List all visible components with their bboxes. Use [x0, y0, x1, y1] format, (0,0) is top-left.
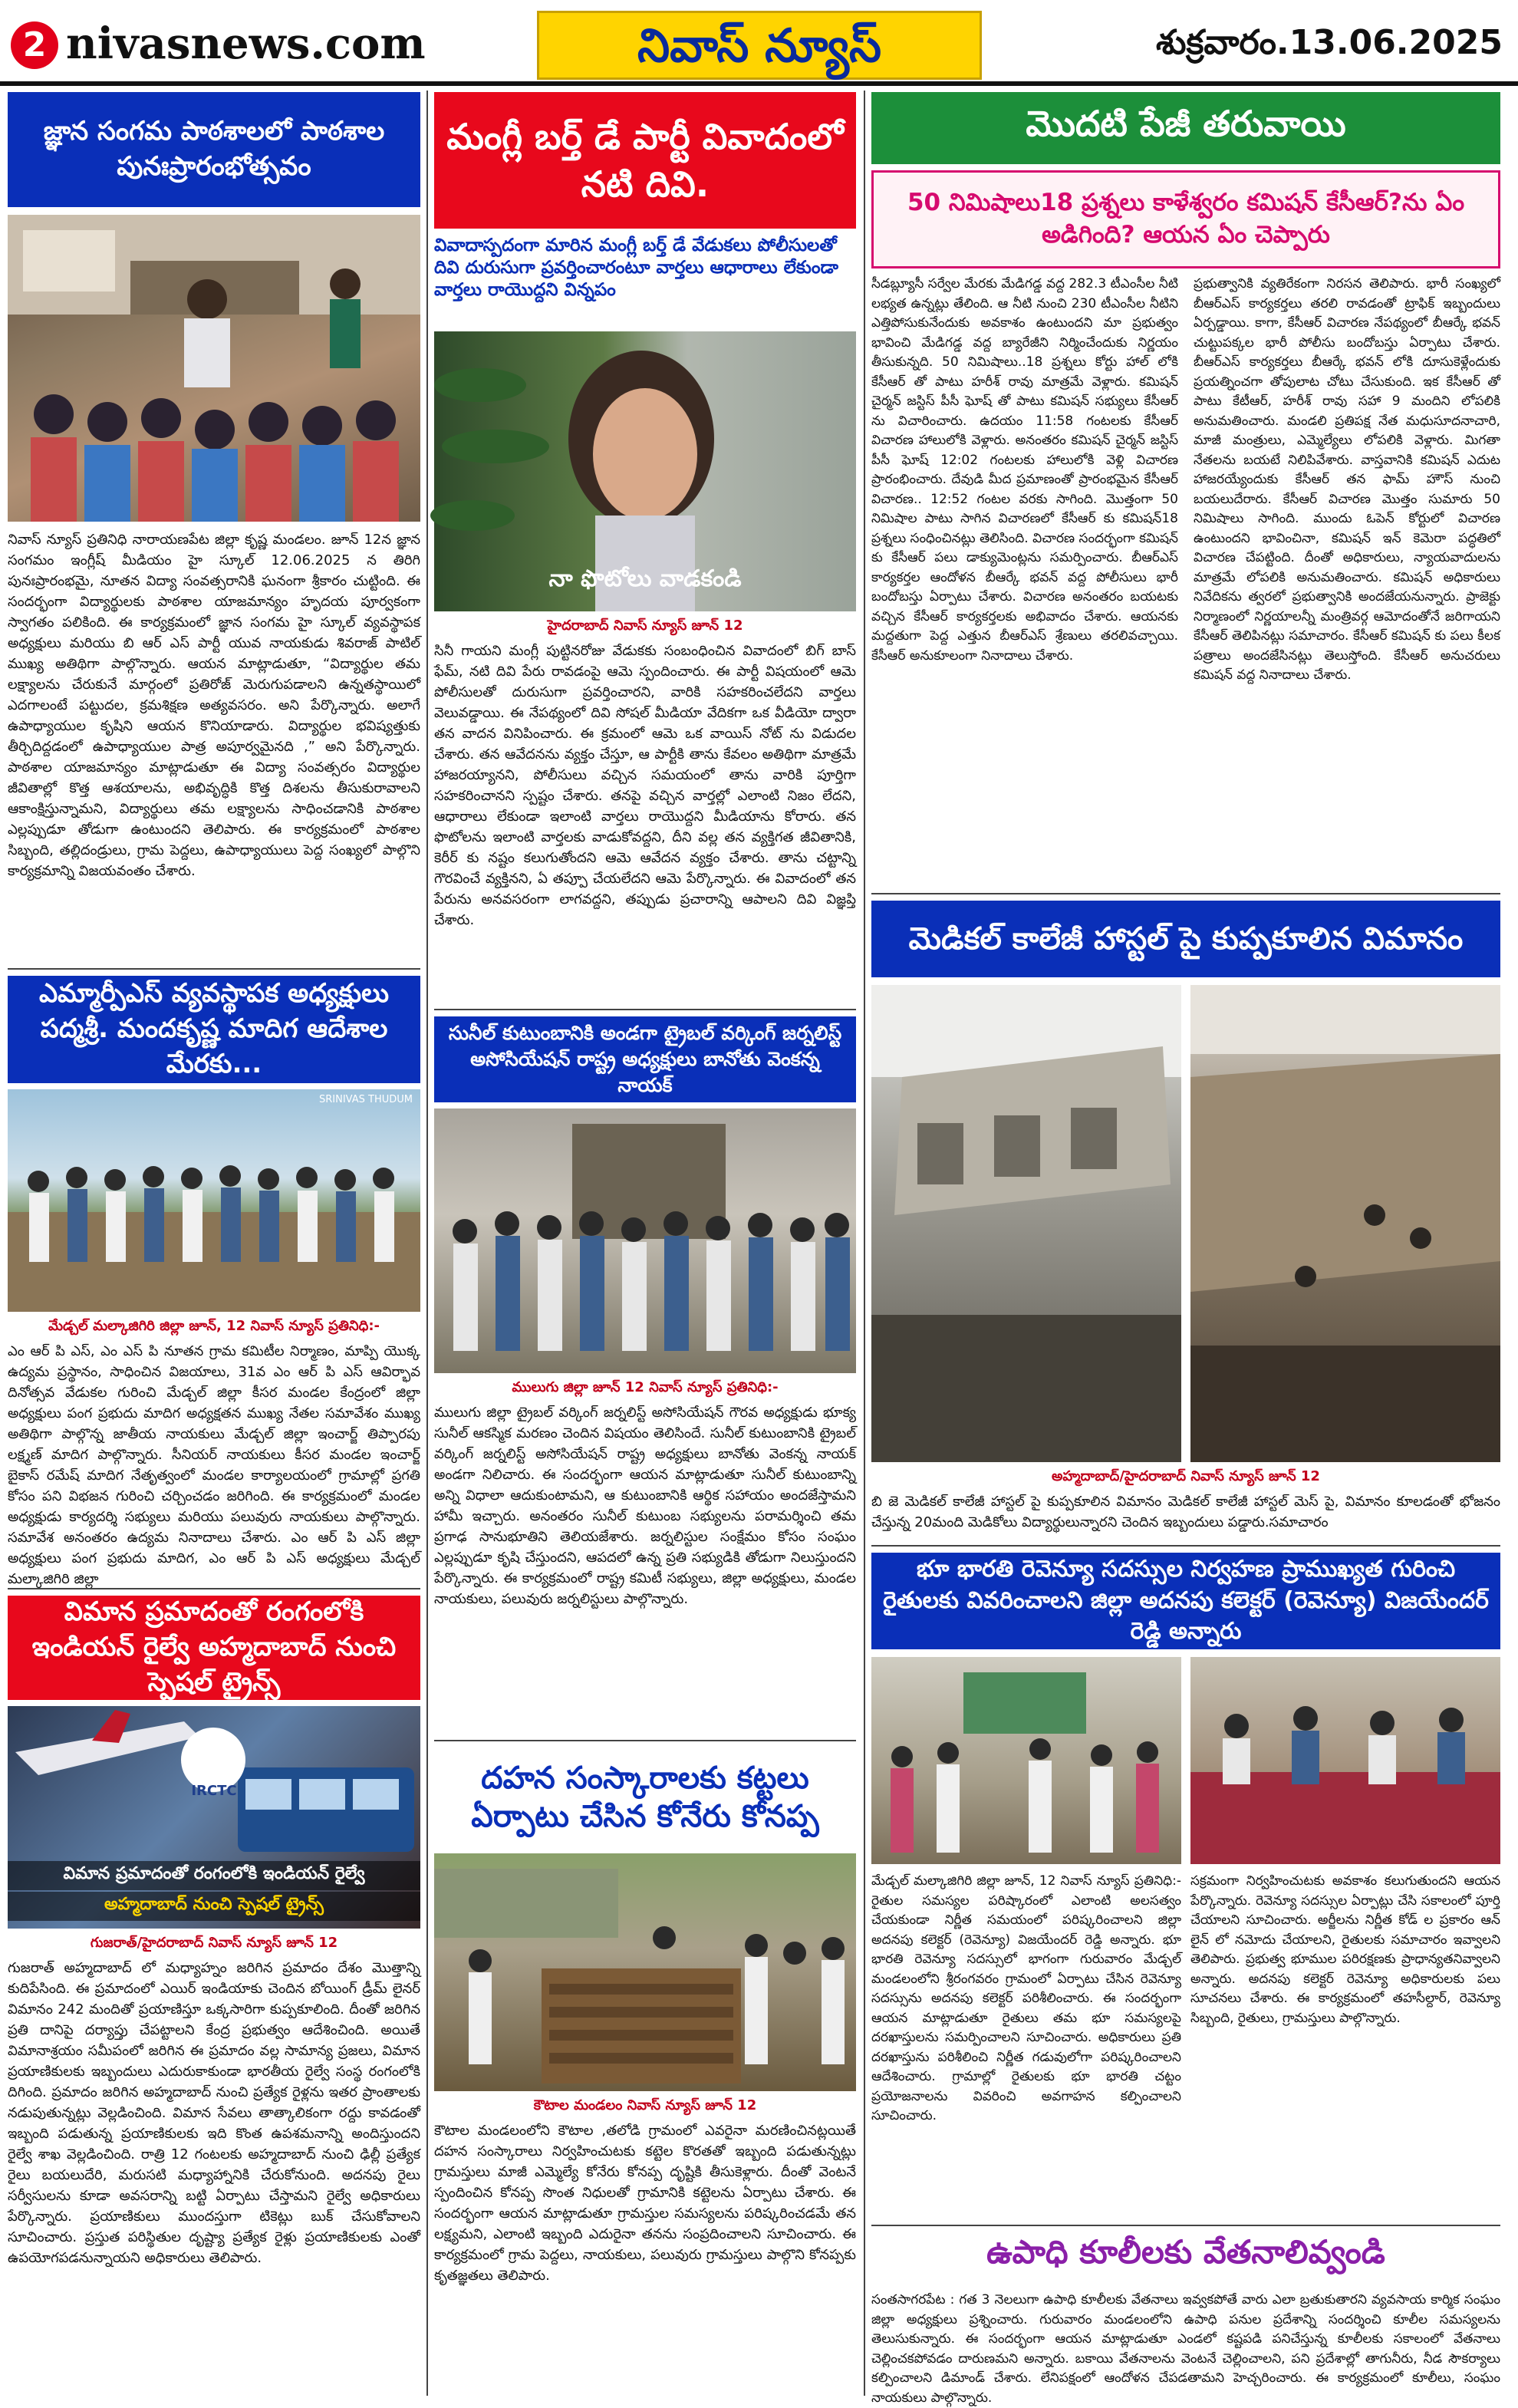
cremation-wood-illustration — [434, 1853, 856, 2091]
irctc-promo-photo — [8, 1706, 420, 1929]
mrps-photo-credit: SRINIVAS THUDUM — [319, 1094, 413, 1105]
divi-controversy-subhead: వివాదాస్పదంగా మారిన మంగ్లీ బర్త్ డే వేడుకలు పోలీసులతో దివి దురుసుగా ప్రవర్తించారంటూ వార్తలు ఆధారాలు లేకుండా వార్తలు రాయొద్దని విన్నపం — [434, 235, 856, 325]
school-reopening-body: నివాస్ న్యూస్ ప్రతినిధి నారాయణపేట జిల్లా కృష్ణ మండలం. జూన్ 12న జ్ఞాన సంగమం ఇంగ్లీష్ మీడియం హై స్కూల్ 12.06.2025 న తిరిగి పునఃప్రారంభమై, నూతన విద్యా సంవత్సరానికి ఘనంగా శ్రీకారం చుట్టింది. ఈ సందర్భంగా విద్యార్థులకు పాఠశాల యాజమాన్యం హృదయ పూర్వకంగా స్వాగతం పలికింది. ఈ కార్యక్రమంలో జ్ఞాన సంగమ హై స్కూల్ వ్యవస్థాపక అధ్యక్షులు మరియు బి ఆర్ ఎస్ పార్టీ యువ నాయకుడు శివరాజ్ పాటిల్ ముఖ్య అతిథిగా పాల్గొన్నారు. ఆయన మాట్లాడుతూ, “విద్యార్థుల తమ లక్ష్యాలను చేరుకునే మార్గంలో ప్రతిరోజ్ మెరుగుపడాలని ఉన్నతస్థాయిలో ఎదగాలంటే పట్టుదల, క్రమశిక్షణ అత్యవసరం. అని పేర్కొన్నారు. అలాగే ఉపాధ్యాయుల కృషిని ఆయన కొనియాడారు. విద్యార్థుల భవిష్యత్తుకు తీర్చిదిద్దడంలో ఉపాధ్యాయుల పాత్ర అపూర్వమైనది ,” అని పేర్కొన్నారు. పాఠశాల యాజమాన్యం మాట్లాడుతూ ఈ విద్యా సంవత్సరం విద్యార్థుల జీవితాల్లో కొత్త ఆశయాలను, అభివృద్ధికి కొత్త దిశలను తీసుకురావాలని ఆకాంక్షిస్తున్నామని, విద్యార్థులు తమ లక్ష్యాలను సాధించడానికి పాఠశాల ఎల్లప్పుడూ తోడుగా ఉంటుందని తెలిపారు. ఈ కార్యక్రమంలో పాఠశాల సిబ్బంది, తల్లిదండ్రులు, గ్రామ పెద్దలు, ఉపాధ్యాయులు పెద్ద సంఖ్యలో పాల్గొని కార్యక్రమాన్ని విజయవంతం చేశారు. — [8, 532, 420, 879]
cremation-wood-dateline: కౌటాల మండలం నివాస్ న్యూస్ జూన్ 12 — [533, 2097, 757, 2113]
column-rule — [426, 91, 428, 2396]
rail-special-headline: విమాన ప్రమాదంతో రంగంలోకి ఇండియన్ రైల్వే అహ్మదాబాద్ నుంచి స్పెషల్ ట్రైన్స్ — [8, 1596, 420, 1700]
mrps-headline: ఎమ్మార్పీఎస్ వ్యవస్థాపక అధ్యక్షులు పద్మశ్రీ. మందకృష్ణ మాదిగ ఆదేశాల మేరకు... — [8, 976, 420, 1083]
hostel-crash-body: బి జె మెడికల్ కాలేజీ హాస్టల్ పై కుప్పకూలిన విమానం మెడికల్ కాలేజీ హాస్టల్ మెస్ పై, విమానం కూలడంతో భోజనం చేస్తున్న 20మంది మెడికోలు విద్యార్థులున్నారని చెందిన ఇబ్బందులు పడ్డారు.సమాచారం — [871, 1494, 1500, 1530]
plane-crash-hostel-headline: మెడికల్ కాలేజీ హాస్టల్ పై కుప్పకూలిన విమానం — [871, 901, 1500, 977]
revenue-meeting-photo-right — [1190, 1657, 1500, 1864]
revenue-right-illustration — [1190, 1657, 1500, 1864]
cremation-wood-headline: దహన సంస్కారాలకు కట్టలు ఏర్పాటు చేసిన కోనేరు కోనప్ప — [434, 1748, 856, 1847]
hostel-crash-right-illustration — [1190, 985, 1500, 1462]
mrps-dateline: మేడ్చల్ మల్కాజిగిరి జిల్లా జూన్, 12 నివాస్ న్యూస్ ప్రతినిధి:- — [48, 1318, 380, 1334]
hostel-crash-left-illustration — [871, 985, 1181, 1462]
irctc-logo: IRCTC — [191, 1783, 237, 1799]
rail-special-body: గుజరాత్ అహ్మదాబాద్ లో మధ్యాహ్నం జరిగిన ప్రమాదం దేశం మొత్తాన్ని కుదిపేసింది. ఈ ప్రమాదంలో ఎయిర్ ఇండియాకు చెందిన బోయింగ్ డ్రీమ్ లైనర్ విమానం 242 మందితో ప్రయాణిస్తూ ఒక్కసారిగా కుప్పకూలింది. దీంతో జరిగిన ప్రతి దానిపై దర్యాప్తు చేపట్టాలని కేంద్ర ప్రభుత్వం ఆదేశించింది. అయితే విమానాశ్రయం సమీపంలో జరిగిన ఈ ప్రమాదం వల్ల సామాన్య ప్రజలు, విమాన ప్రయాణికులకు ఇబ్బందులు ఎదురుకాకుండా భారతీయ రైల్వే సంస్థ రంగంలోకి దిగింది. ప్రమాదం జరిగిన అహ్మదాబాద్ నుంచి ప్రత్యేక రైళ్లను ఇతర ప్రాంతాలకు నడుపుతున్నట్లు వెల్లడించింది. విమాన సేవలు తాత్కాలికంగా రద్దు కావడంతో ఇబ్బంది పడుతున్న ప్రయాణికులకు ఇది కొంత ఉపశమనాన్ని అందిస్తుందని రైల్వే శాఖ వెల్లడించింది. రాత్రి 12 గంటలకు అహ్మదాబాద్ నుంచి ఢిల్లీ ప్రత్యేక రైలు బయలుదేరి, మరుసటి మధ్యాహ్నానికి చేరుకోనుంది. అదనపు రైలు సర్వీసులను కూడా అవసరాన్ని బట్టి ఏర్పాటు చేస్తామని రైల్వే అధికారులు పేర్కొన్నారు. ప్రయాణికులు ముందస్తుగా టికెట్లు బుక్ చేసుకోవాలని సూచించారు. ప్రస్తుత పరిస్థితుల దృష్ట్యా ప్రత్యేక రైళ్లు ప్రయాణికులకు ఎంతో ఉపయోగపడనున్నాయని అధికారులు తెలిపారు. — [8, 1960, 420, 2266]
hostel-crash-photo-left — [871, 985, 1181, 1462]
mrps-body: ఎం ఆర్ పి ఎస్, ఎం ఎస్ పి నూతన గ్రామ కమిటీల నిర్మాణం, మాప్పి యొక్క ఉద్యమ ప్రస్థానం, సాధించిన విజయాలు, 31వ ఎం ఆర్ పి ఎస్ ఆవిర్భావ దినోత్సవ వేడుకల గురించి మేడ్చల్ జిల్లా కీసర మండల కేంద్రంలో జిల్లా అధ్యక్షులు పంగ ప్రభుదు మాదిగ అధ్యక్షతన ముఖ్య నేతల సమావేశం ముఖ్య అతిథిగా పాల్గొన్న జాతీయ నాయకులు మేడ్చల్ జిల్లా ఇంచార్జ్ తిప్పారపు లక్ష్మణ్ మాదిగ పాల్గొన్నారు. సీనియర్ నాయకులు కీసర మండల ఇంచార్జ్ బైకాస్ రమేష్ మాదిగ నేతృత్వంలో మండల కార్యాలయంలో గ్రామాల్లో ప్రగతి కోసం పని విభజన గురించి చర్చించడం జరిగింది. ఈ కార్యక్రమంలో మండల అధ్యక్షుడు కార్యదర్శి సభ్యులు మరియు పలువురు నాయకులు పాల్గొన్నారు. సమావేశ అనంతరం ఉద్యమ నినాదాలు చేశారు. ఎం ఆర్ పి ఎస్ జిల్లా అధ్యక్షులు పంగ ప్రభుదు మాదిగ, ఎం ఆర్ పి ఎస్ అధ్యక్షులు మేడ్చల్ మల్కాజిగిరి జిల్లా — [8, 1343, 420, 1587]
kaleshwaram-body-left: సీడబ్ల్యూసీ సర్వేల మేరకు మేడిగడ్డ వద్ద 282.3 టీఎంసీల నీటి లభ్యత ఉన్నట్లు తేలింది. ఆ నీటి నుంచి 230 టీఎంసీల నీటిని ఎత్తిపోసుకునేందుకు అవకాశం ఉంటుందని మా ప్రభుత్వం భావించి మేడిగడ్డ వద్ద బ్యారేజీని నిర్మించేందుకు నిర్ణయం తీసుకున్నది. 50 నిమిషాలు..18 ప్రశ్నలు కోర్టు హాల్ లోకి కేసీఆర్ తో పాటు హరీశ్ రావు మాత్రమే వెళ్లారు. కమిషన్ చైర్మన్ జస్టిస్ పీసీ ఘోష్ తో పాటు కమిషన్ సభ్యులు కేసీఆర్ ను విచారించారు. ఉదయం 11:58 గంటలకు కేసీఆర్ విచారణ హాలులోకి వెళ్లారు. అనంతరం కమిషన్ చైర్మన్ జస్టిస్ పీసీ ఘోష్ 12:02 గంటలకు హాలులోకి వెళ్లి విచారణ ప్రారంభించారు. దేవుడి మీద ప్రమాణంతో ప్రారంభమైన కేసీఆర్ విచారణ.. 12:52 గంటల వరకు సాగింది. మొత్తంగా 50 నిమిషాల పాటు సాగిన విచారణలో కేసీఆర్ కు కమిషన్18 ప్రశ్నలు సంధించినట్లు తెలిసింది. విచారణ సందర్భంగా కమిషన్ కు కేసీఆర్ పలు డాక్యుమెంట్లను సమర్పించారు. బీఆర్ఎస్ కార్యకర్తల ఆందోళన బీఆర్కే భవన్ వద్ద పోలీసులు భారీ బందోబస్తు ఏర్పాటు చేశారు. విచారణ అనంతరం బయటకు వచ్చిన కేసీఆర్ కార్యకర్తలకు అభివాదం చేశారు. ఆయనకు మద్దతుగా పెద్ద ఎత్తున బీఆర్ఎస్ శ్రేణులు తరలివచ్చాయి. కేసీఆర్ అనుకూలంగా నినాదాలు చేశారు. — [871, 276, 1178, 664]
story-divider — [8, 968, 420, 970]
cremation-wood-body: కౌటాల మండలంలోని కౌటాల ,తలోడి గ్రామంలో ఎవరైనా మరణించినట్లయితే దహన సంస్కారాలు నిర్వహించుటకు కట్టెల కొరతతో ఇబ్బంది పడుతున్నట్లు గ్రామస్తులు మాజీ ఎమ్మెల్యే కోనేరు కోనప్ప దృష్టికి తీసుకెళ్లారు. దీంతో వెంటనే స్పందించిన కోనప్ప సొంత నిధులతో గ్రామానికి కట్టెలను ఏర్పాటు చేశారు. ఈ సందర్భంగా ఆయన మాట్లాడుతూ గ్రామస్తుల సమస్యలను పరిష్కరించడమే తన లక్ష్యమని, ఎలాంటి ఇబ్బంది ఎదురైనా తనను సంప్రదించాలని సూచించారు. ఈ కార్యక్రమంలో గ్రామ పెద్దలు, నాయకులు, పలువురు గ్రామస్తులు పాల్గొని కోనప్పకు కృతజ్ఞతలు తెలిపారు. — [434, 2123, 856, 2284]
story-divider — [871, 1545, 1500, 1547]
paper-name: నివాస్ న్యూస్ — [537, 11, 982, 80]
divi-photo — [434, 331, 856, 611]
school-event-photo — [8, 215, 420, 522]
divi-body: సినీ గాయని మంగ్లీ పుట్టినరోజు వేడుకకు సంబంధించిన వివాదంలో బిగ్ బాస్ ఫేమ్, నటి దివి పేరు రావడంపై ఆమె స్పందించారు. ఈ పార్టీ విషయంలో ఆమె పోలీసులతో దురుసుగా ప్రవర్తించారని, వారికి సహకరించలేదని వార్తలు వెలువడ్డాయి. ఈ నేపథ్యంలో దివి సోషల్ మీడియా వేదికగా ఒక వీడియో ద్వారా తన వాదన వినిపించారు. ఈ క్రమంలో ఆమె ఒక వాయిస్ నోట్ ను విడుదల చేశారు. తన ఆవేదనను వ్యక్తం చేస్తూ, ఆ పార్టీకి తాను కేవలం అతిథిగా మాత్రమే హాజరయ్యానని, పోలీసులు వచ్చిన సమయంలో తాను వారికి పూర్తిగా సహకరించానని స్పష్టం చేశారు. తనపై వచ్చిన వార్తల్లో ఎలాంటి నిజం లేదని, ఆధారాలు లేకుండా ఇలాంటి వార్తలు రాయొద్దని మీడియాను కోరారు. తన ఫొటోలను ఇలాంటి వార్తలకు వాడుకోవద్దని, దీని వల్ల తన వ్యక్తిగత జీవితానికి, కెరీర్ కు నష్టం కలుగుతోందని ఆమె ఆవేదన వ్యక్తం చేశారు. తాను చట్టాన్ని గౌరవించే వ్యక్తినని, ఏ తప్పూ చేయలేదని ఆమె పేర్కొన్నారు. ఈ వివాదంలో తన పేరును అనవసరంగా లాగవద్దని, తప్పుడు ప్రచారాన్ని ఆపాలని దివి విజ్ఞప్తి చేశారు. — [434, 643, 856, 928]
irctc-overlay-line1: విమాన ప్రమాదంతో రంగంలోకి ఇండియన్ రైల్వే — [8, 1861, 420, 1890]
rail-special-dateline: గుజరాత్/హైదరాబాద్ నివాస్ న్యూస్ జూన్ 12 — [90, 1935, 338, 1951]
mrps-group-photo — [8, 1089, 420, 1312]
continued-section-banner: మొదటి పేజీ తరువాయి — [871, 92, 1500, 164]
issue-date: శుక్రవారం.13.06.2025 — [1156, 23, 1503, 62]
bhu-bharathi-headline: భూ భారతి రెవెన్యూ సదస్సుల నిర్వహణ ప్రాముఖ్యత గురించి రైతులకు వివరించాలని జిల్లా అదనపు కలెక్టర్ (రెవెన్యూ) విజయేందర్ రెడ్డి అన్నారు — [871, 1553, 1500, 1649]
column-rule — [864, 91, 865, 2396]
sunil-family-body: ములుగు జిల్లా ట్రైబల్ వర్కింగ్ జర్నలిస్ట్ అసోసియేషన్ గౌరవ అధ్యక్షుడు భూక్య సునీల్ ఆకస్మిక మరణం చెందిన విషయం తెలిసిందే. సునీల్ కుటుంబానికి ట్రైబల్ వర్కింగ్ జర్నలిస్ట్ అసోసియేషన్ రాష్ట్ర అధ్యక్షులు బానోతు వెంకన్న నాయక్ అండగా నిలిచారు. ఈ సందర్భంగా ఆయన మాట్లాడుతూ సునీల్ కుటుంబాన్ని అన్ని విధాలా ఆదుకుంటామని, ఆ కుటుంబానికి ఆర్థిక సహాయం అందజేస్తామని హామీ ఇచ్చారు. అనంతరం సునీల్ కుటుంబ సభ్యులను పరామర్శించి తమ ప్రగాఢ సానుభూతిని తెలియజేశారు. జర్నలిస్టుల సంక్షేమం కోసం సంఘం ఎల్లప్పుడూ కృషి చేస్తుందని, ఆపదలో ఉన్న ప్రతి సభ్యుడికి తోడుగా నిలుస్తుందని పేర్కొన్నారు. ఈ కార్యక్రమంలో రాష్ట్ర కమిటీ సభ్యులు, జిల్లా అధ్యక్షులు, మండల నాయకులు, పలువురు జర్నలిస్టులు పాల్గొన్నారు. — [434, 1405, 856, 1607]
school-event-illustration — [8, 215, 420, 522]
story-divider — [871, 2225, 1500, 2226]
divi-dateline: హైదరాబాద్ నివాస్ న్యూస్ జూన్ 12 — [547, 618, 743, 634]
sunil-family-headline: సునీల్ కుటుంబానికి అండగా ట్రైబల్ వర్కింగ్ జర్నలిస్ట్ అసోసియేషన్ రాష్ట్ర అధ్యక్షులు బానోతు వెంకన్న నాయక్ — [434, 1016, 856, 1102]
kaleshwaram-headline: 50 నిమిషాలు18 ప్రశ్నలు కాళేశ్వరం కమిషన్ కేసీఆర్?ను ఏం అడిగింది? ఆయన ఏం చెప్పారు — [871, 170, 1500, 268]
hostel-crash-photo-right — [1190, 985, 1500, 1462]
sunil-family-photo — [434, 1108, 856, 1373]
irctc-overlay-line2: అహ్మదాబాద్ నుంచి స్పెషల్ ట్రైన్స్ — [8, 1892, 420, 1921]
divi-controversy-headline: మంగ్లీ బర్త్ డే పార్టీ వివాదంలో నటి దివి. — [434, 92, 856, 229]
kaleshwaram-body-right: ప్రభుత్వానికి వ్యతిరేకంగా నిరసన తెలిపారు. భారీ సంఖ్యలో బీఆర్ఎస్ కార్యకర్తలు తరలి రావడంతో ట్రాఫిక్ ఇబ్బందులు ఏర్పడ్డాయి. కాగా, కేసీఆర్ విచారణ నేపథ్యంలో బీఆర్కే భవన్ చుట్టుపక్కల భారీ పోలీసు బందోబస్తు ఏర్పాటు చేశారు. బీఆర్ఎస్ కార్యకర్తలు బీఆర్కే భవన్ లోకి దూసుకెళ్లేందుకు ప్రయత్నించగా తోపులాట చోటు చేసుకుంది. ఇక కేసీఆర్ తో పాటు కేటీఆర్, హరీశ్ రావు సహా 9 మందిని లోపలికి అనుమతించారు. మండలి ప్రతిపక్ష నేత మధుసూదనాచారి, మాజీ మంత్రులు, ఎమ్మెల్యేలు లోపలికి వెళ్లారు. మిగతా నేతలను బయటే నిలిపివేశారు. వాస్తవానికి కమిషన్ ఎదుట హాజరయ్యేందుకు కేసీఆర్ తన ఫామ్ హౌస్ నుంచి బయలుదేరారు. కేసీఆర్ విచారణ మొత్తం సుమారు 50 నిమిషాలు సాగింది. ముందు ఓపెన్ కోర్టులో విచారణ ఉంటుందని భావించినా, కమిషన్ ఇన్ కెమెరా పద్ధతిలో విచారణ చేపట్టింది. దీంతో అధికారులు, న్యాయవాదులను మాత్రమే లోపలికి అనుమతించారు. కమిషన్ అధికారులు నివేదికను త్వరలో ప్రభుత్వానికి అందజేయనున్నారు. ప్రాజెక్టు నిర్మాణంలో నిర్ణయాలన్నీ మంత్రివర్గ ఆమోదంతోనే జరిగాయని కేసీఆర్ తెలిపినట్లు సమాచారం. కేసీఆర్ కమిషన్ కు పలు కీలక పత్రాలు అందజేసినట్లు తెలుస్తోంది. కేసీఆర్ అనుచరులు కమిషన్ వద్ద నినాదాలు చేశారు. — [1194, 276, 1500, 683]
bhu-bharathi-body-left: మేడ్చల్ మల్కాజిగిరి జిల్లా జూన్, 12 నివాస్ న్యూస్ ప్రతినిధి:-రైతుల సమస్యల పరిష్కారంలో ఎలాంటి అలసత్వం చేయకుండా నిర్ణీత సమయంలో పరిష్కరించాలని జిల్లా అదనపు కలెక్టర్ (రెవెన్యూ) విజయేందర్ రెడ్డి అన్నారు. భూ భారతి రెవెన్యూ సదస్సులో భాగంగా గురువారం మేడ్చల్ మండలంలోని శ్రీరంగవరం గ్రామంలో ఏర్పాటు చేసిన రెవెన్యూ సదస్సును అదనపు కలెక్టర్ పరిశీలించారు. ఈ సందర్భంగా ఆయన మాట్లాడుతూ రైతులు తమ భూ సమస్యలపై దరఖాస్తులను సమర్పించాలని సూచించారు. అధికారులు ప్రతి దరఖాస్తును పరిశీలించి నిర్ణీత గడువులోగా పరిష్కరించాలని ఆదేశించారు. గ్రామాల్లో రైతులకు భూ భారతి చట్టం ప్రయోజనాలను వివరించి అవగాహన కల్పించాలని సూచించారు. — [871, 1873, 1181, 2123]
revenue-meeting-photo-left — [871, 1657, 1181, 1864]
divi-photo-quote: నా ఫొటోలు వాడకండి — [548, 565, 742, 592]
site-name[interactable]: nivasnews.com — [66, 18, 426, 69]
page-number: 2 — [11, 21, 58, 69]
revenue-left-illustration — [871, 1657, 1181, 1864]
story-divider — [8, 1588, 420, 1589]
hostel-crash-dateline: అహ్మదాబాద్/హైదరాబాద్ నివాస్ న్యూస్ జూన్ 12 — [1052, 1468, 1320, 1484]
school-reopening-headline: జ్ఞాన సంగమ పాఠశాలలో పాఠశాల పునఃప్రారంభోత్సవం — [8, 92, 420, 207]
cremation-wood-photo — [434, 1853, 856, 2091]
sunil-family-illustration — [434, 1108, 856, 1373]
mrps-group-illustration — [8, 1089, 420, 1312]
upadhi-wages-body: సంతసాగరపేట : గత 3 నెలలుగా ఉపాధి కూలీలకు వేతనాలు ఇవ్వకపోతే వారు ఎలా బ్రతుకుతారని వ్యవసాయ కార్మిక సంఘం జిల్లా అధ్యక్షులు ప్రశ్నించారు. గురువారం మండలంలోని ఉపాధి పనుల ప్రదేశాన్ని సందర్శించి కూలీల సమస్యలను తెలుసుకున్నారు. ఈ సందర్భంగా ఆయన మాట్లాడుతూ ఎండలో కష్టపడి పనిచేస్తున్న కూలీలకు సకాలంలో వేతనాలు చెల్లించకపోవడం దారుణమని అన్నారు. బకాయి వేతనాలను వెంటనే చెల్లించాలని, పని ప్రదేశాల్లో తాగునీరు, నీడ సౌకర్యాలు కల్పించాలని డిమాండ్ చేశారు. లేనిపక్షంలో ఆందోళన చేపడతామని హెచ్చరించారు. ఈ కార్యక్రమంలో కూలీలు, సంఘం నాయకులు పాల్గొన్నారు. — [871, 2292, 1500, 2406]
story-divider — [434, 1009, 856, 1010]
story-divider — [871, 893, 1500, 894]
sunil-family-dateline: ములుగు జిల్లా జూన్ 12 నివాస్ న్యూస్ ప్రతినిధి:- — [512, 1379, 779, 1395]
upadhi-wages-headline: ఉపాధి కూలీలకు వేతనాలివ్వండి — [871, 2232, 1500, 2286]
bhu-bharathi-body-right: సక్రమంగా నిర్వహించుటకు అవకాశం కలుగుతుందని ఆయన పేర్కొన్నారు. రెవెన్యూ సదస్సుల ఏర్పాట్లు చేసి సకాలంలో పూర్తి చేయాలని సూచించారు. అర్జీలను నిర్ణీత కోడ్ ల ప్రకారం ఆన్ లైన్ లో నమోదు చేయాలని, రైతులకు సమాచారం ఇవ్వాలని తెలిపారు. ప్రభుత్వ భూముల పరిరక్షణకు ప్రాధాన్యతనివ్వాలని అన్నారు. అదనపు కలెక్టర్ రెవెన్యూ అధికారులకు పలు సూచనలు చేశారు. ఈ కార్యక్రమంలో తహసీల్దార్, రెవెన్యూ సిబ్బంది, రైతులు, గ్రామస్తులు పాల్గొన్నారు. — [1190, 1873, 1500, 2026]
story-divider — [434, 1740, 856, 1741]
